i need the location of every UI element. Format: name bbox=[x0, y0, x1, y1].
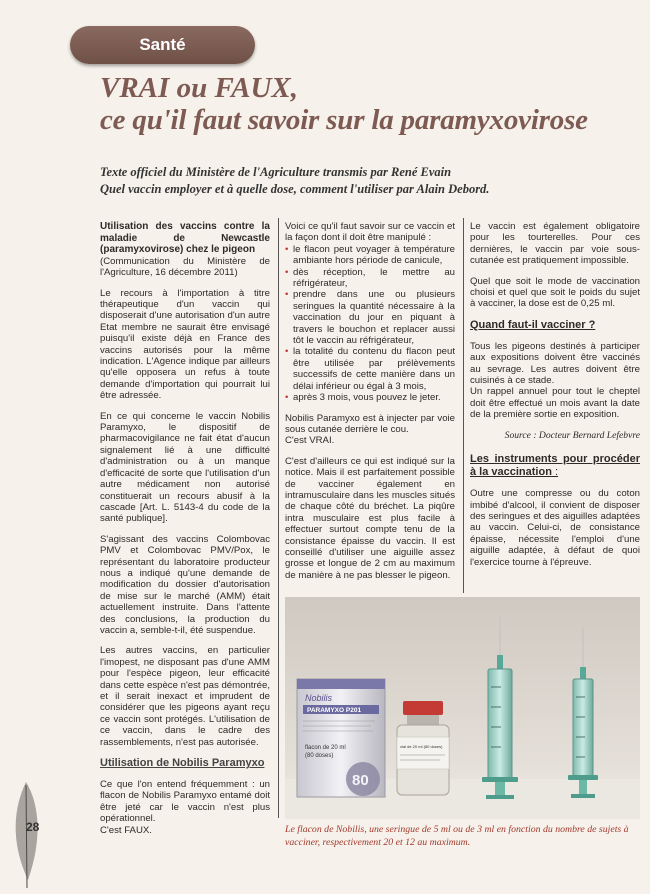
article-title-line2: ce qu'il faut savoir sur la paramyxovirose bbox=[100, 104, 588, 136]
heading-text: Les instruments pour procéder à la vaccination bbox=[470, 453, 640, 479]
section-badge bbox=[70, 26, 255, 64]
intro-heading: Utilisation des vaccins contre la maladie de Newcastle (paramyxovirose) chez le pigeon bbox=[100, 221, 270, 256]
photo-caption: Le flacon de Nobilis, une seringue de 5 ml ou de 3 ml en fonction du nombre de sujets à vacciner, respectivement 20 et 12 au maximum. bbox=[285, 824, 629, 848]
paragraph: Tous les pigeons destinés à participer aux expositions doivent être vaccinés au sevrage. Les autres doivent être cuisinés à ce stade. bbox=[470, 340, 640, 387]
paragraph: C'est d'ailleurs ce qui est indiqué sur la notice. Mais il est parfaitement possible de vacciner également en intramusculaire dans les muscles situés de chaque côté du bréchet. La piqûre intra musculaire est plus facile à effectuer surtout compte tenu de la consistance épaisse du vaccin. Il est conseillé d'utiliser une aiguille assez grosse et longue de 2 cm au maximum de manière à ne pas blesser le pigeon. bbox=[285, 455, 455, 581]
article-title-line1: VRAI ou FAUX, bbox=[100, 72, 299, 104]
section-badge-label: Santé bbox=[139, 35, 186, 54]
subtitle-line1: Texte officiel du Ministère de l'Agriculture transmis par René Evain bbox=[100, 165, 452, 179]
paragraph: S'agissant des vaccins Colombovac PMV et Colombovac PMV/Pox, le représentant du laboratoire producteur nous a indiqué qu'une demande de modification du dossier d'autorisation de mise sur le marché (AMM) était actuellement instruite. Dans l'attente des conclusions, la production du vaccin a, semble-t-il, été suspendue. bbox=[100, 533, 270, 636]
list-item: • dès réception, le mettre au réfrigérateur, bbox=[285, 267, 455, 290]
list-item: • après 3 mois, vous pouvez le jeter. bbox=[285, 392, 455, 403]
paragraph: Un rappel annuel pour tout le cheptel doit être effectué un mois avant la date de la première sortie en exposition. bbox=[470, 386, 640, 421]
paragraph: C'est FAUX. bbox=[100, 824, 152, 836]
paragraph: Nobilis Paramyxo est à injecter par voie sous cutanée derrière le cou. bbox=[285, 412, 455, 435]
column-divider-1 bbox=[278, 218, 279, 818]
box-product: PARAMYXO P201 bbox=[307, 707, 362, 714]
box-brand: Nobilis bbox=[305, 693, 333, 703]
list-item: • la totalité du contenu du flacon peut être utilisée par prélèvements successifs de cette manière dans un délai inférieur ou égal à 3 mois, bbox=[285, 346, 455, 392]
box-doses: (80 doses) bbox=[305, 753, 334, 759]
paragraph: C'est VRAI. bbox=[285, 435, 335, 447]
paragraph: Les autres vaccins, en particulier l'imopest, ne disposant pas d'une AMM pour l'espèce pigeon, leur efficacité dans cette espèce n'est pas démontrée, et il serait inexact et imprudent de considérer que les pigeons ayant reçu ce vaccin sont protégés. L'utilisation de ce vaccin, dans le cadre des rassemblements, n'est pas autorisée. bbox=[100, 645, 270, 748]
section-heading: Quand faut-il vacciner ? bbox=[470, 318, 596, 331]
paragraph: Ce que l'on entend fréquemment : un flacon de Nobilis Paramyxo entamé doit être jeté car le vaccin n'est plus opérationnel. bbox=[100, 779, 270, 825]
heading-suffix: : bbox=[551, 466, 559, 479]
vaccine-photo-illustration bbox=[285, 597, 640, 819]
paragraph: Le vaccin est également obligatoire pour les tourterelles. Pour ces dernières, le vaccin par voie sous-cutanée est pratiquement impossible. bbox=[470, 221, 640, 267]
column-1 bbox=[100, 221, 270, 845]
paragraph: En ce qui concerne le vaccin Nobilis Paramyxo, le dispositif de pharmacovigilance ne fait état d'aucun signalement lié à une difficulté d'administration ou à un manque d'efficacité de sorte que l'utilisation d'un autre médicament non autorisé constituerait un recours abusif à la cascade [Art. L. 5143-4 du code de la santé publique]. bbox=[100, 410, 270, 525]
paragraph: Voici ce qu'il faut savoir sur ce vaccin et la façon dont il doit être manipulé : bbox=[285, 221, 455, 244]
section-heading: Utilisation de Nobilis Paramyxo bbox=[100, 757, 265, 770]
paragraph: Quel que soit le mode de vaccination choisi et quel que soit le poids du sujet à vacciner, la dose est de 0,25 ml. bbox=[470, 275, 640, 310]
box-volume: flacon de 20 ml bbox=[305, 745, 346, 751]
subtitle-line2: Quel vaccin employer et à quelle dose, comment l'utiliser par Alain Debord. bbox=[100, 182, 490, 196]
paragraph: Outre une compresse ou du coton imbibé d'alcool, il convient de disposer des seringues et des aiguilles adaptées au vaccin. Celui-ci, de consistance épaisse, nécessite l'emploi d'une aiguille adaptée, à défaut de quoi l'exercice tourne à l'épreuve. bbox=[470, 488, 640, 568]
section-heading bbox=[470, 453, 640, 479]
list-item: • le flacon peut voyager à température ambiante hors période de canicule, bbox=[285, 244, 455, 267]
feather-icon bbox=[6, 780, 46, 890]
column-2 bbox=[285, 221, 455, 590]
vaccine-box bbox=[297, 679, 385, 797]
box-number: 80 bbox=[352, 772, 369, 789]
page-number: 28 bbox=[26, 820, 40, 834]
list-item: • prendre dans une ou plusieurs seringues la quantité nécessaire à la vaccination du jour en piquant à travers le bouchon et replacer aussi tôt le vaccin au réfrigérateur, bbox=[285, 289, 455, 346]
column-divider-2 bbox=[463, 218, 464, 593]
source-credit: Source : Docteur Bernard Lefebvre bbox=[504, 429, 640, 441]
bullet-list bbox=[285, 244, 455, 404]
paragraph: Le recours à l'importation à titre thérapeutique d'un vaccin qui disposerait d'une autorisation d'un autre Etat membre ne saurait être envisagé puisqu'il existe déjà en France des vaccins autorisés pour la même indication. L'Agence indique par ailleurs qu'elle opposera un refus à toute demande d'importation qui pourrait lui être adressée. bbox=[100, 287, 270, 402]
vaccine-photo bbox=[285, 597, 640, 819]
vial-label: vial de 20 ml (80 doses) bbox=[400, 744, 443, 749]
intro-note: (Communication du Ministère de l'Agriculture, 16 décembre 2011) bbox=[100, 255, 270, 279]
column-3 bbox=[470, 221, 640, 577]
